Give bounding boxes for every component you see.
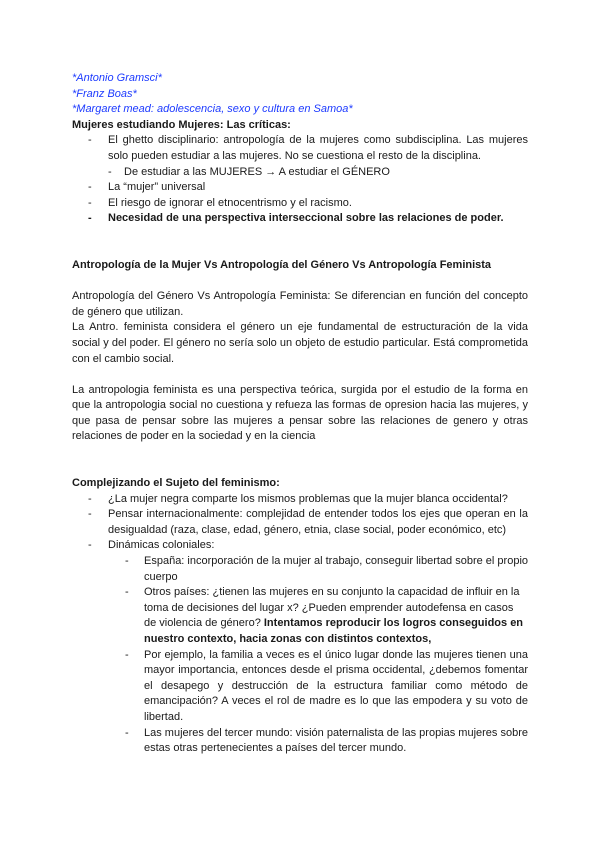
list-item-label: Dinámicas coloniales: xyxy=(108,539,215,552)
document-page xyxy=(72,71,528,757)
paragraph-perspectiva: La antropologia feminista es una perspectiva teórica, surgida por el estudio de la forma en que la antropologia social no cuestiona y refueza las formas de opresion hacia las mujeres, y que pasa de pensar sobre las mujeres a pensar sobre las relaciones de genero y otras relaciones de poder en la sociedad y en la ciencia xyxy=(72,383,528,443)
list-item: - El ghetto disciplinario: antropología de la mujeres como subdisciplina. Las mujeres solo pueden estudiar a las mujeres. No se cuestiona el resto de la disciplina. xyxy=(72,133,528,164)
list-item: - De estudiar a las MUJERES → A estudiar el GÉNERO xyxy=(72,165,528,181)
sublist-item: - España: incorporación de la mujer al trabajo, conseguir libertad sobre el propio cuerpo xyxy=(108,554,528,585)
list-item: - ¿La mujer negra comparte los mismos problemas que la mujer blanca occidental? xyxy=(72,492,528,508)
section-title-antropologia: Antropología de la Mujer Vs Antropología del Género Vs Antropología Feminista xyxy=(72,258,492,271)
link-gramsci[interactable]: *Antonio Gramsci* xyxy=(72,72,162,84)
sublist-item-text: Otros países: ¿tienen las mujeres en su conjunto la capacidad de influir en la toma de decisiones del lugar x? ¿Pueden emprender autodefensa en casos de violencia de género? xyxy=(144,586,520,630)
paragraph-diferencias: Antropología del Género Vs Antropología Feminista: Se diferencian en función del concepto de género que utilizan. xyxy=(72,290,528,318)
list-item xyxy=(72,538,528,756)
list-item: - La “mujer” universal xyxy=(72,180,528,196)
sublist-item: - Por ejemplo, la familia a veces es el único lugar donde las mujeres tienen una mayor importancia, entonces desde el prisma occidental, ¿debemos fomentar el desapego y destrucción de la estructura familiar como método de emancipación? A veces el rol de madre es lo que las empodera y su voto de libertad. xyxy=(108,648,528,726)
coloniales-sublist xyxy=(108,554,528,757)
link-boas[interactable]: *Franz Boas* xyxy=(72,87,137,100)
section-title-criticas: Mujeres estudiando Mujeres: Las críticas: xyxy=(72,118,291,131)
sublist-item: - Las mujeres del tercer mundo: visión paternalista de las propias mujeres sobre estas otras pertenecientes a países del tercer mundo. xyxy=(108,726,528,757)
sublist-item-bold-text: Intentamos reproducir los logros conseguidos en nuestro contexto, hacia zonas con distintos contextos, xyxy=(144,617,524,645)
sujeto-list xyxy=(72,492,528,757)
list-item: - Pensar internacionalmente: complejidad de entender todos los ejes que operan en la desigualdad (raza, clase, edad, género, etnia, clase social, poder económico, etc) xyxy=(72,507,528,538)
paragraph-antro-feminista: La Antro. feminista considera el género un eje fundamental de estructuración de la vida social y del poder. El género no sería solo un objeto de estudio particular. Está comprometida con el cambio social. xyxy=(72,321,528,365)
section-title-sujeto: Complejizando el Sujeto del feminismo: xyxy=(72,477,280,490)
list-item: - El riesgo de ignorar el etnocentrismo y el racismo. xyxy=(72,196,528,212)
list-item: - Necesidad de una perspectiva interseccional sobre las relaciones de poder. xyxy=(72,211,528,227)
sublist-item xyxy=(108,585,528,647)
link-mead[interactable]: *Margaret mead: adolescencia, sexo y cultura en Samoa* xyxy=(72,103,353,116)
criticas-list xyxy=(72,133,528,227)
